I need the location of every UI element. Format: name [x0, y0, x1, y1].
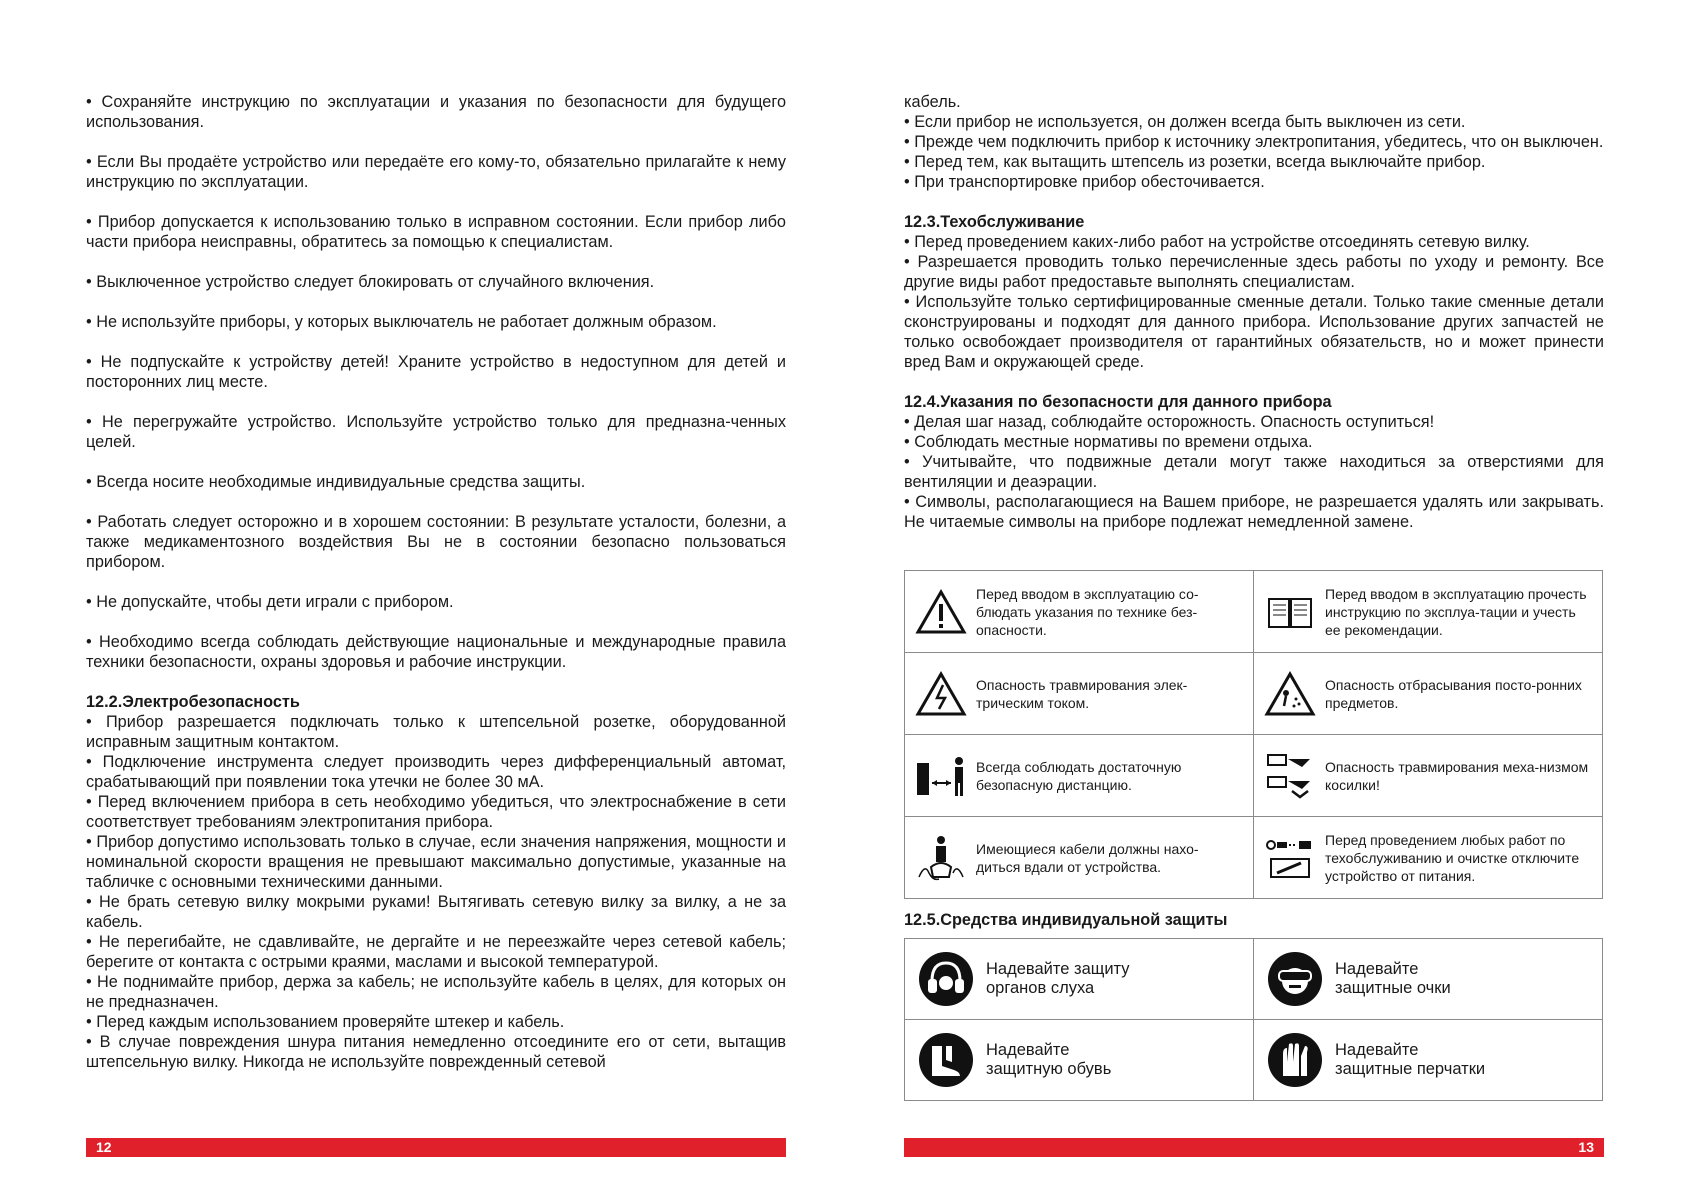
list-item: • Прибор разрешается подключать только к штепсельной розетке, оборудованной исправным защитным контактом. — [86, 713, 786, 751]
table-cell — [905, 571, 1254, 653]
section-title: 12.3.Техобслуживание — [904, 213, 1085, 231]
list-item: • Соблюдать местные нормативы по времени отдыха. — [904, 433, 1313, 451]
paragraph: • Работать следует осторожно и в хорошем состоянии: В результате усталости, болезни, а также медикаментозного воздействия Вы не в состоянии безопасно пользоваться прибором. — [86, 513, 786, 571]
manual-book-icon — [1255, 593, 1325, 631]
paragraph: • Если Вы продаёте устройство или передаёте его кому-то, обязательно прилагайте к нему инструкцию по эксплуатации. — [86, 153, 786, 191]
paragraph: • Выключенное устройство следует блокировать от случайного включения. — [86, 273, 655, 291]
right-page — [842, 0, 1684, 1191]
list-item: • Символы, располагающиеся на Вашем приборе, не разрешается удалять или закрывать. Не читаемые символы на приборе подлежат немедленной замене. — [904, 493, 1604, 531]
table-cell — [1254, 939, 1603, 1020]
symbol-description: Опасность отбрасывания посто-ронних предметов. — [1325, 676, 1582, 711]
warning-symbols-table — [904, 570, 1603, 899]
unplug-maintenance-icon — [1255, 833, 1325, 883]
table-cell — [905, 817, 1254, 899]
paragraph: • Всегда носите необходимые индивидуальные средства защиты. — [86, 473, 586, 491]
table-cell — [905, 939, 1254, 1020]
list-item: • Учитывайте, что подвижные детали могут также находиться за отверстиями для вентиляции и деаэрации. — [904, 453, 1604, 491]
list-item: • Перед включением прибора в сеть необходимо убедиться, что электроснабжение в сети соответствует требованиям электропитания прибора. — [86, 793, 786, 831]
section-title: 12.2.Электробезопасность — [86, 693, 300, 711]
footer-bar — [904, 1138, 1604, 1157]
list-item: • В случае повреждения шнура питания немедленно отсоедините его от сети, вытащив штепсельную вилку. Никогда не используйте поврежденный сетевой — [86, 1033, 786, 1071]
paragraph: • Не используйте приборы, у которых выключатель не работает должным образом. — [86, 313, 717, 331]
ppe-label: Надевайте защитную обувь — [986, 1041, 1112, 1078]
ppe-label: Надевайте защиту органов слуха — [986, 960, 1130, 997]
left-column — [86, 92, 786, 1072]
list-item: • Не перегибайте, не сдавливайте, не дергайте и не переезжайте через сетевой кабель; берегите от контакта с острыми краями, маслами и высокой температурой. — [86, 933, 786, 971]
electric-shock-icon — [906, 671, 976, 717]
section-title: 12.4.Указания по безопасности для данного прибора — [904, 393, 1332, 411]
symbol-description: Перед вводом в эксплуатацию со-блюдать указания по технике без-опасности. — [976, 585, 1199, 638]
table-cell — [1254, 735, 1603, 817]
paragraph: • Прибор допускается к использованию только в исправном состоянии. Если прибор либо части прибора неисправны, обратитесь за помощью к специалистам. — [86, 213, 786, 251]
symbol-description: Перед проведением любых работ по техобслуживанию и очистке отключите устройство от питания. — [1325, 831, 1580, 884]
table-cell — [905, 1020, 1254, 1101]
list-item: • Используйте только сертифицированные сменные детали. Только такие сменные детали сконструированы и подходят для данного прибора. Использование других запчастей не только освобождает производителя от гарантийных обязательств, но и может принести вред Вам и окружающей среде. — [904, 293, 1604, 371]
paragraph: • Необходимо всегда соблюдать действующие национальные и международные правила техники безопасности, охраны здоровья и рабочие инструкции. — [86, 633, 786, 671]
list-item: • Не поднимайте прибор, держа за кабель; не используйте кабель в целях, для которых он не предназначен. — [86, 973, 786, 1011]
paragraph: • Не допускайте, чтобы дети играли с прибором. — [86, 593, 454, 611]
symbol-description: Опасность травмирования меха-низмом косилки! — [1325, 758, 1589, 793]
ppe-table — [904, 938, 1603, 1101]
warning-triangle-icon — [906, 589, 976, 635]
ppe-label: Надевайте защитные очки — [1335, 960, 1451, 997]
paragraph: • Не перегружайте устройство. Используйте устройство только для предназна-ченных целей. — [86, 413, 786, 451]
cable-away-icon — [906, 833, 976, 883]
list-item: • Не брать сетевую вилку мокрыми руками! Вытягивать сетевую вилку за вилку, а не за кабель. — [86, 893, 786, 931]
list-item: • Перед тем, как вытащить штепсель из розетки, всегда выключайте прибор. — [904, 153, 1486, 171]
paragraph: • Не подпускайте к устройству детей! Храните устройство в недоступном для детей и посторонних лиц месте. — [86, 353, 786, 391]
right-column — [904, 92, 1604, 532]
symbol-description: Перед вводом в эксплуатацию прочесть инструкцию по эксплуа-тации и учесть ее рекомендации. — [1325, 585, 1587, 638]
table-cell — [1254, 1020, 1603, 1101]
table-cell — [1254, 653, 1603, 735]
paragraph: • Сохраняйте инструкцию по эксплуатации и указания по безопасности для будущего использования. — [86, 93, 786, 131]
list-item: • Подключение инструмента следует производить через дифференциальный автомат, срабатывающий при появлении тока утечки не более 30 мА. — [86, 753, 786, 791]
goggles-icon — [1255, 951, 1335, 1007]
list-item: • При транспортировке прибор обесточивается. — [904, 173, 1265, 191]
flying-debris-icon — [1255, 671, 1325, 717]
list-item: • Если прибор не используется, он должен всегда быть выключен из сети. — [904, 113, 1466, 131]
table-cell — [1254, 817, 1603, 899]
ppe-label: Надевайте защитные перчатки — [1335, 1041, 1486, 1078]
table-cell — [1254, 571, 1603, 653]
list-item: • Перед проведением каких-либо работ на устройстве отсоединять сетевую вилку. — [904, 233, 1530, 251]
list-item: • Прежде чем подключить прибор к источнику электропитания, убедитесь, что он выключен. — [904, 133, 1604, 151]
ear-protection-icon — [906, 951, 986, 1007]
table-cell — [905, 735, 1254, 817]
list-item: кабель. — [904, 93, 961, 111]
gloves-icon — [1255, 1032, 1335, 1088]
footer-bar — [86, 1138, 786, 1157]
list-item: • Делая шаг назад, соблюдайте осторожность. Опасность оступиться! — [904, 413, 1435, 431]
blade-hazard-icon — [1255, 751, 1325, 801]
symbol-description: Всегда соблюдать достаточную безопасную дистанцию. — [976, 758, 1182, 793]
section-title: 12.5.Средства индивидуальной защиты — [904, 911, 1228, 929]
safety-boots-icon — [906, 1032, 986, 1088]
symbol-description: Имеющиеся кабели должны нахо-диться вдали от устройства. — [976, 840, 1199, 875]
safe-distance-icon — [906, 753, 976, 799]
list-item: • Прибор допустимо использовать только в случае, если значения напряжения, мощности и номинальной скорости вращения не превышают максимально допустимые, указанные на табличке с основными техническими данными. — [86, 833, 786, 891]
page-number: 12 — [96, 1139, 112, 1155]
list-item: • Перед каждым использованием проверяйте штекер и кабель. — [86, 1013, 565, 1031]
list-item: • Разрешается проводить только перечисленные здесь работы по уходу и ремонту. Все другие виды работ предоставьте выполнять специалистам. — [904, 253, 1604, 291]
page-number: 13 — [1578, 1139, 1594, 1155]
table-cell — [905, 653, 1254, 735]
section-electrical-safety — [86, 692, 786, 1072]
symbol-description: Опасность травмирования элек-трическим током. — [976, 676, 1188, 711]
